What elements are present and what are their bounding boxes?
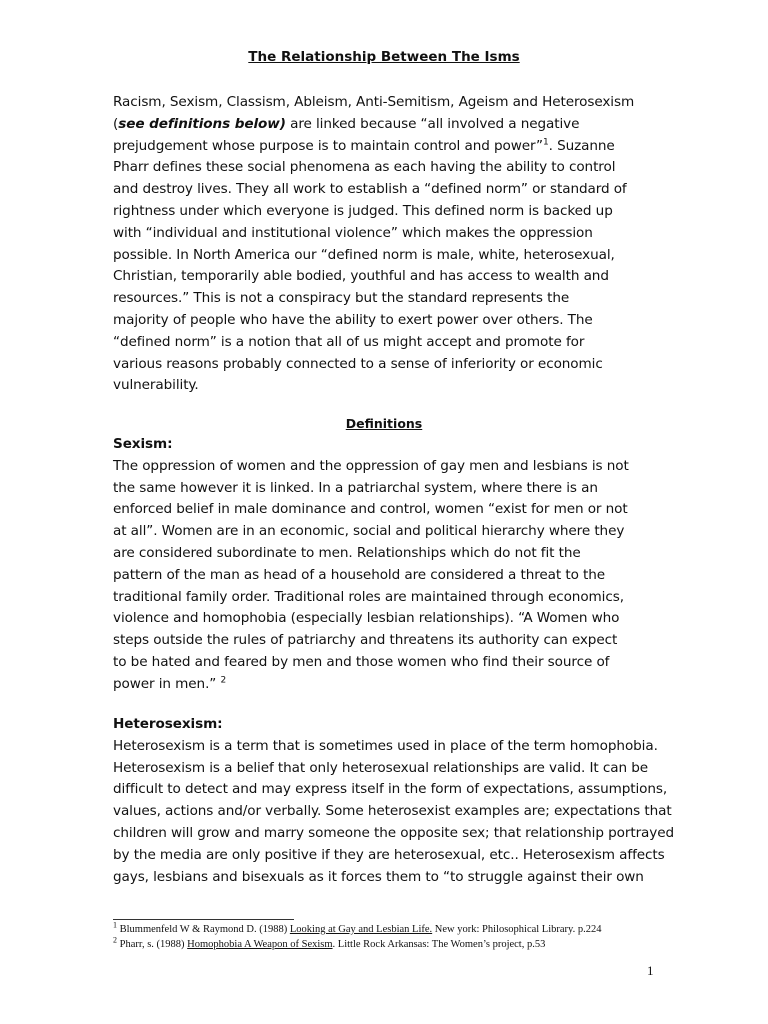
heterosexism-line: children will grow and marry someone the opposite sex; that relationship portrayed [113, 824, 675, 841]
sexism-heading: Sexism: [113, 436, 173, 452]
footnote-text: New york: Philosophical Library. p.224 [432, 924, 602, 935]
intro-line-text: Racism, Sexism, Classism, Ableism, Anti-Semitism, Ageism and Heterosexism [113, 94, 635, 110]
footnote-ref-1: 1 [542, 137, 549, 148]
intro-line: Pharr defines these social phenomena as each having the ability to control [113, 159, 616, 176]
footnotes [113, 922, 713, 952]
intro-line [113, 114, 713, 136]
footnote-divider [113, 919, 294, 920]
footnote-2 [113, 937, 713, 952]
sexism-line: are considered subordinate to men. Relationships which do not fit the [113, 544, 581, 561]
intro-line-text: . Suzanne [548, 137, 615, 154]
sexism-line: to be hated and feared by men and those women who find their source of [113, 653, 610, 670]
intro-paren: ( [113, 115, 119, 132]
see-definitions-emphasis: see definitions below) [118, 115, 286, 132]
definitions-heading: Definitions [345, 416, 423, 431]
intro-line: resources.” This is not a conspiracy but the standard represents the [113, 290, 570, 307]
intro-line [113, 136, 713, 158]
intro-line: rightness under which everyone is judged. This defined norm is backed up [113, 202, 613, 219]
intro-line-text: are linked because “all involved a negative [285, 115, 580, 132]
footnote-ref-2: 2 [220, 675, 227, 686]
intro-line: Christian, temporarily able bodied, youthful and has access to wealth and [113, 268, 609, 285]
heterosexism-line: values, actions and/or verbally. Some heterosexist examples are; expectations that [113, 803, 672, 820]
sexism-section [113, 434, 713, 696]
sexism-line: The oppression of women and the oppression of gay men and lesbians is not [113, 457, 629, 474]
sexism-line: the same however it is linked. In a patriarchal system, where there is an [113, 479, 598, 496]
sexism-line [113, 674, 713, 696]
footnote-book-title: Looking at Gay and Lesbian Life. [289, 924, 433, 935]
footnote-number: 1 [113, 920, 117, 930]
footnote-text: Pharr, s. (1988) [117, 939, 188, 950]
heterosexism-line: by the media are only positive if they are heterosexual, etc.. Heterosexism affects [113, 846, 665, 863]
intro-line: majority of people who have the ability to exert power over others. The [113, 311, 593, 328]
intro-paragraph [113, 92, 713, 397]
intro-line: “defined norm” is a notion that all of us might accept and promote for [113, 333, 585, 350]
intro-line-text: prejudgement whose purpose is to maintain control and power” [113, 137, 543, 154]
footnote-book-title: Homophobia A Weapon of Sexism [187, 939, 333, 950]
heterosexism-line: Heterosexism is a belief that only heterosexual relationships are valid. It can be [113, 759, 648, 776]
footnote-text: Blummenfeld W & Raymond D. (1988) [117, 924, 290, 935]
intro-line: possible. In North America our “defined norm is male, white, heterosexual, [113, 246, 615, 263]
sexism-line: pattern of the man as head of a household are considered a threat to the [113, 566, 606, 583]
intro-line: various reasons probably connected to a sense of inferiority or economic [113, 355, 603, 372]
sexism-line: violence and homophobia (especially lesbian relationships). “A Women who [113, 610, 620, 627]
sexism-line: traditional family order. Traditional roles are maintained through economics, [113, 588, 624, 605]
heterosexism-section [113, 714, 713, 888]
footnote-number: 2 [113, 935, 117, 945]
intro-line: and destroy lives. They all work to establish a “defined norm” or standard of [113, 181, 627, 198]
intro-line: with “individual and institutional violence” which makes the oppression [113, 224, 593, 241]
intro-line: vulnerability. [113, 377, 199, 394]
footnote-text: . Little Rock Arkansas: The Women’s project, p.53 [332, 939, 546, 950]
heterosexism-line: gays, lesbians and bisexuals as it forces them to “to struggle against their own [113, 868, 644, 885]
document-title: The Relationship Between The Isms [248, 49, 520, 65]
sexism-line: steps outside the rules of patriarchy and threatens its authority can expect [113, 632, 618, 649]
sexism-line: at all”. Women are in an economic, social and political hierarchy where they [113, 523, 625, 540]
footnote-1 [113, 922, 713, 937]
heterosexism-line: difficult to detect and may express itself in the form of expectations, assumptions, [113, 781, 668, 798]
sexism-line: enforced belief in male dominance and control, women “exist for men or not [113, 501, 628, 518]
page-number: 1 [647, 963, 654, 978]
intro-line [113, 92, 713, 114]
heterosexism-line: Heterosexism is a term that is sometimes used in place of the term homophobia. [113, 737, 658, 754]
sexism-line-text: power in men.” [113, 675, 221, 692]
heterosexism-heading: Heterosexism: [113, 716, 223, 732]
